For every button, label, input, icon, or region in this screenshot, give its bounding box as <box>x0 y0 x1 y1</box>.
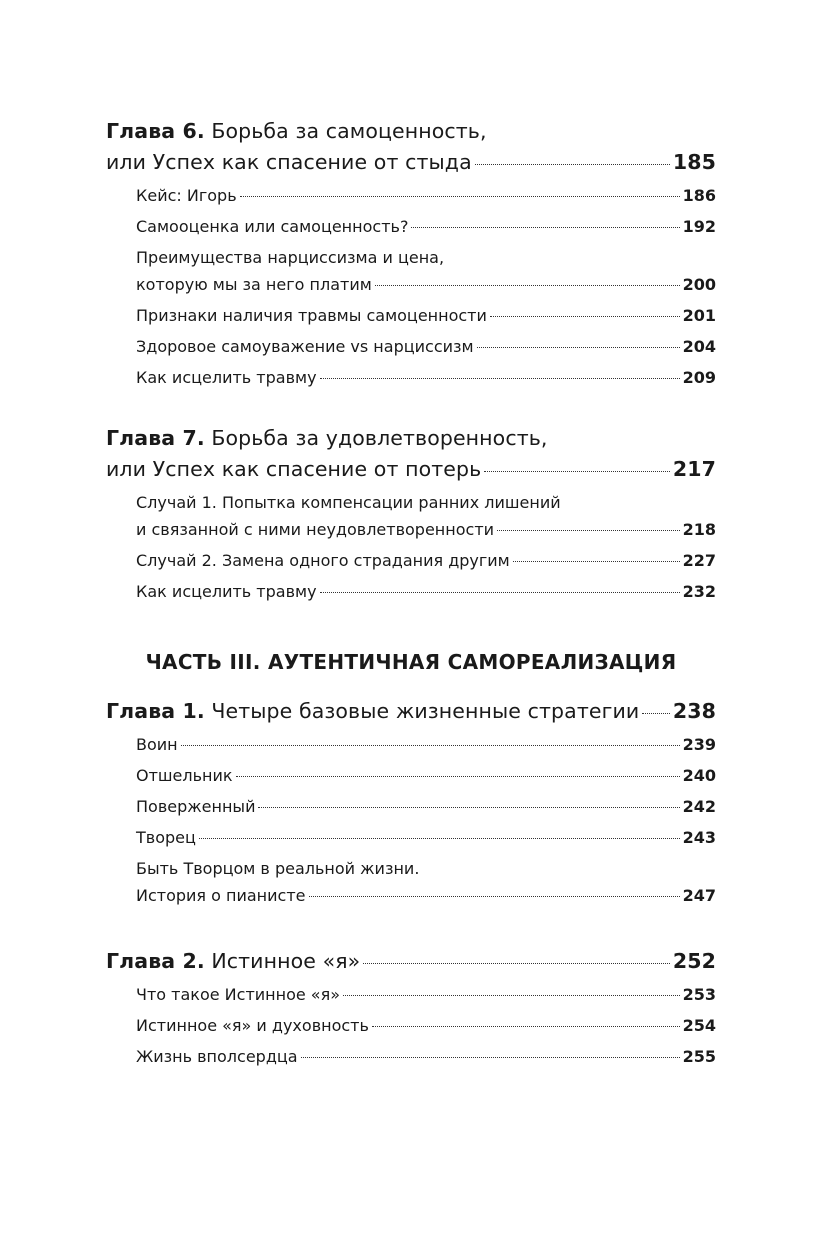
page-number: 252 <box>672 949 716 973</box>
dot-leader <box>236 776 680 777</box>
page-number: 200 <box>682 275 716 294</box>
dot-leader <box>375 285 680 286</box>
entry-title: Истинное «я» и духовность <box>136 1016 369 1035</box>
dot-leader <box>363 963 670 964</box>
entry-title: Что такое Истинное «я» <box>136 985 340 1004</box>
dot-leader <box>513 561 680 562</box>
entry-title: Самооценка или самоценность? <box>136 217 409 236</box>
entry-title: Как исцелить травму <box>136 582 317 601</box>
part3-chapter-1-heading[interactable] <box>106 696 716 727</box>
entry-title: Кейс: Игорь <box>136 186 237 205</box>
toc-entry[interactable] <box>136 213 716 240</box>
dot-leader <box>320 592 680 593</box>
toc-entry[interactable] <box>136 762 716 789</box>
chapter-7 <box>106 423 716 605</box>
entry-title: которую мы за него платим <box>136 275 372 294</box>
entry-title: Отшельник <box>136 766 233 785</box>
dot-leader <box>484 471 670 472</box>
dot-leader <box>320 378 680 379</box>
dot-leader <box>497 530 680 531</box>
toc-entry[interactable] <box>136 489 716 543</box>
entry-title: и связанной с ними неудовлетворенности <box>136 520 495 539</box>
entry-title: Жизнь вполсердца <box>136 1047 298 1066</box>
page-number: 255 <box>682 1047 716 1066</box>
entry-title: Здоровое самоуважение vs нарциссизм <box>136 337 474 356</box>
chapter-7-heading[interactable] <box>106 423 716 485</box>
page-number: 238 <box>672 699 716 723</box>
page-number: 247 <box>682 886 716 905</box>
entry-title-line1: Случай 1. Попытка компенсации ранних лишений <box>136 493 561 512</box>
entry-title: Случай 2. Замена одного страдания другим <box>136 551 510 570</box>
page-number: 218 <box>682 520 716 539</box>
part3-chapter-1-entries <box>136 731 716 909</box>
page-number: 186 <box>682 186 716 205</box>
chapter-7-entries <box>136 489 716 605</box>
page-number: 217 <box>672 457 716 481</box>
toc-entry[interactable] <box>136 981 716 1008</box>
toc-entry[interactable] <box>136 182 716 209</box>
page-number: 239 <box>682 735 716 754</box>
page-number: 192 <box>682 217 716 236</box>
dot-leader <box>301 1057 680 1058</box>
page-number: 254 <box>682 1016 716 1035</box>
dot-leader <box>475 164 670 165</box>
dot-leader <box>343 995 680 996</box>
page-number: 232 <box>682 582 716 601</box>
entry-title: Воин <box>136 735 178 754</box>
dot-leader <box>477 347 680 348</box>
part3-chapter-1 <box>106 696 716 909</box>
chapter-label: Глава 2. <box>106 949 205 973</box>
page-number: 243 <box>682 828 716 847</box>
toc-entry[interactable] <box>136 793 716 820</box>
dot-leader <box>411 227 679 228</box>
chapter-title-line2: или Успех как спасение от потерь <box>106 457 482 481</box>
page-number: 209 <box>682 368 716 387</box>
toc-entry[interactable] <box>136 578 716 605</box>
chapter-title-line2: или Успех как спасение от стыда <box>106 150 472 174</box>
toc-entry[interactable] <box>136 1012 716 1039</box>
chapter-label: Глава 6. <box>106 119 205 143</box>
dot-leader <box>258 807 679 808</box>
entry-title-line1: Быть Творцом в реальной жизни. <box>136 859 420 878</box>
part3-chapter-2 <box>106 946 716 1070</box>
dot-leader <box>199 838 680 839</box>
entry-title: Поверженный <box>136 797 256 816</box>
page-number: 253 <box>682 985 716 1004</box>
toc-entry[interactable] <box>136 855 716 909</box>
part-heading[interactable]: ЧАСТЬ III. АУТЕНТИЧНАЯ САМОРЕАЛИЗАЦИЯ <box>145 650 677 674</box>
chapter-label: Глава 7. <box>106 426 205 450</box>
chapter-6 <box>106 116 716 391</box>
dot-leader <box>309 896 680 897</box>
part3-chapter-2-entries <box>136 981 716 1070</box>
page-number: 242 <box>682 797 716 816</box>
dot-leader <box>642 713 670 714</box>
chapter-title: Борьба за самоценность, <box>204 119 487 143</box>
entry-title: История о пианисте <box>136 886 306 905</box>
page-number: 240 <box>682 766 716 785</box>
chapter-6-entries <box>136 182 716 391</box>
dot-leader <box>490 316 680 317</box>
toc-entry[interactable] <box>136 333 716 360</box>
chapter-title: Борьба за удовлетворенность, <box>204 426 548 450</box>
page-number: 204 <box>682 337 716 356</box>
dot-leader <box>181 745 680 746</box>
entry-title: Признаки наличия травмы самоценности <box>136 306 487 325</box>
part3-chapter-2-heading[interactable] <box>106 946 716 977</box>
chapter-6-heading[interactable] <box>106 116 716 178</box>
toc-entry[interactable] <box>136 824 716 851</box>
chapter-title: Четыре базовые жизненные стратегии <box>204 699 640 723</box>
dot-leader <box>372 1026 680 1027</box>
page-number: 185 <box>672 150 716 174</box>
page-number: 201 <box>682 306 716 325</box>
entry-title: Как исцелить травму <box>136 368 317 387</box>
entry-title-line1: Преимущества нарциссизма и цена, <box>136 248 445 267</box>
page-number: 227 <box>682 551 716 570</box>
chapter-title: Истинное «я» <box>204 949 361 973</box>
toc-entry[interactable] <box>136 1043 716 1070</box>
chapter-label: Глава 1. <box>106 699 205 723</box>
entry-title: Творец <box>136 828 196 847</box>
dot-leader <box>240 196 680 197</box>
toc-entry[interactable] <box>136 547 716 574</box>
toc-entry[interactable] <box>136 302 716 329</box>
toc-entry[interactable] <box>136 364 716 391</box>
toc-entry[interactable] <box>136 244 716 298</box>
toc-entry[interactable] <box>136 731 716 758</box>
